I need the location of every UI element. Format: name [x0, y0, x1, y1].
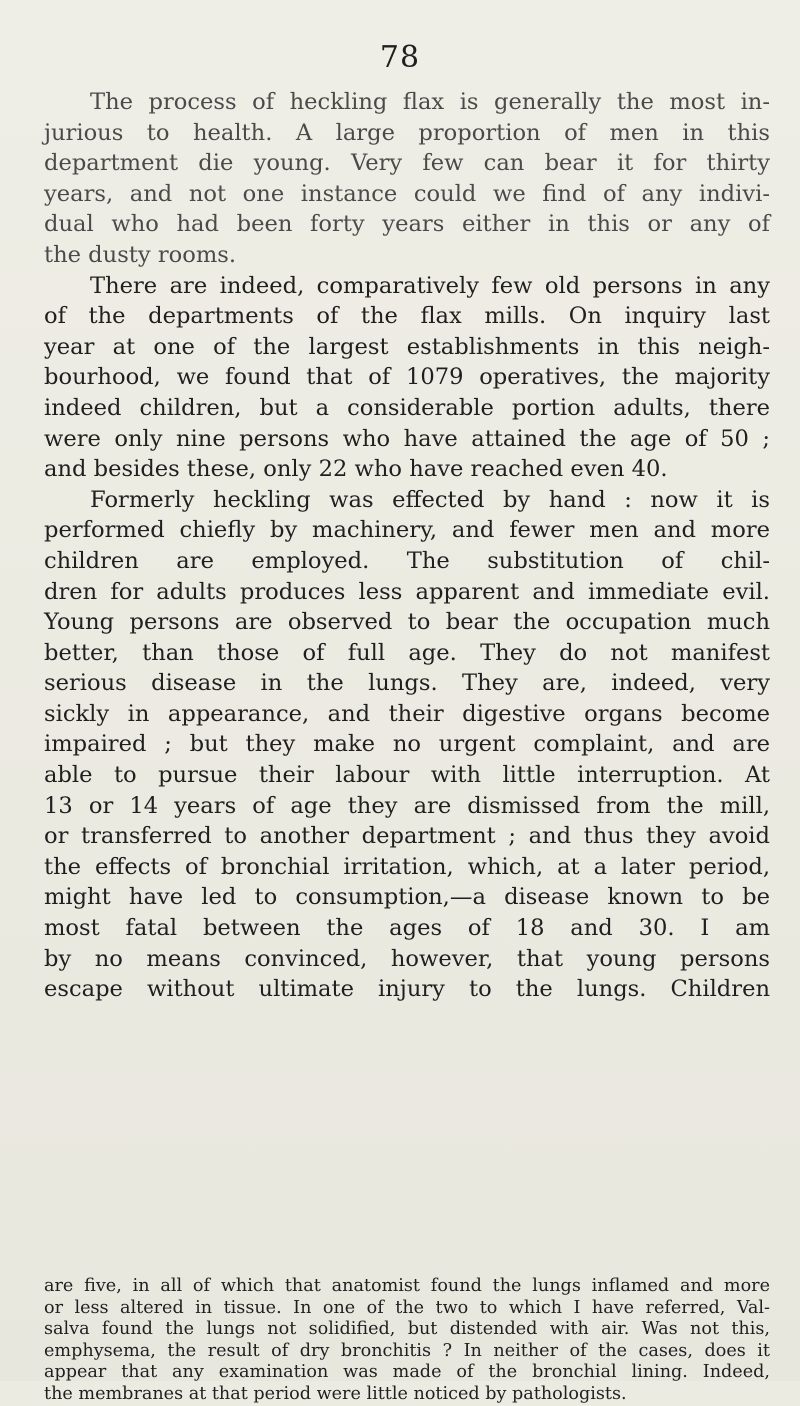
main-text: [44, 87, 770, 1005]
text-line: sickly in appearance, and their digestive organs become: [44, 700, 770, 727]
text-line: able to pursue their labour with little interruption. At: [44, 762, 770, 789]
text-line: indeed children, but a considerable portion adults, there: [44, 394, 770, 421]
text-line: jurious to health. A large proportion of men in this: [44, 119, 770, 146]
footnote-line: or less altered in tissue. In one of the two to which I have referred, Val-: [44, 1297, 770, 1318]
footnote-line: are five, in all of which that anatomist found the lungs inflamed and more: [44, 1276, 770, 1296]
page-number: 78: [379, 40, 421, 75]
text-line: dren for adults produces less apparent and immediate evil.: [44, 578, 770, 605]
text-line: might have led to consumption,—a disease known to be: [44, 884, 770, 911]
footnote-line: salva found the lungs not solidified, but distended with air. Was not this,: [44, 1319, 770, 1340]
text-line: most fatal between the ages of 18 and 30. I am: [44, 915, 770, 942]
text-line: or transferred to another department ; and thus they avoid: [44, 823, 770, 850]
text-line: department die young. Very few can bear it for thirty: [44, 150, 770, 177]
text-line: escape without ultimate injury to the lungs. Children: [44, 976, 770, 1003]
footnote-line: the membranes at that period were little noticed by pathologists.: [44, 1383, 627, 1404]
text-line: children are employed. The substitution of chil-: [44, 547, 770, 574]
text-line: The process of heckling flax is generally the most in-: [90, 89, 770, 115]
text-line: impaired ; but they make no urgent complaint, and are: [44, 731, 770, 758]
text-line: bourhood, we found that of 1079 operatives, the majority: [44, 364, 770, 391]
text-line: There are indeed, comparatively few old persons in any: [90, 272, 770, 299]
text-line: serious disease in the lungs. They are, indeed, very: [44, 670, 770, 697]
footnote-line: appear that any examination was made of the bronchial lining. Indeed,: [44, 1362, 770, 1383]
text-line: and besides these, only 22 who have reached even 40.: [44, 456, 668, 483]
text-line: the dusty rooms.: [44, 241, 237, 268]
text-line: year at one of the largest establishments in this neigh-: [44, 333, 770, 360]
text-line: Young persons are observed to bear the occupation much: [44, 609, 770, 636]
text-line: years, and not one instance could we find of any indivi-: [44, 180, 770, 207]
text-line: of the departments of the flax mills. On inquiry last: [44, 303, 770, 330]
paragraph-1: [44, 87, 770, 271]
text-line: 13 or 14 years of age they are dismissed from the mill,: [44, 792, 770, 819]
footnote-line: emphysema, the result of dry bronchitis ? In neither of the cases, does it: [44, 1340, 770, 1361]
paragraph-3: [44, 485, 770, 1005]
footnote: [44, 1276, 770, 1406]
text-line: the effects of bronchial irritation, which, at a later period,: [44, 853, 770, 880]
text-line: performed chiefly by machinery, and fewer men and more: [44, 517, 770, 544]
text-line: dual who had been forty years either in this or any of: [44, 211, 770, 238]
text-line: Formerly heckling was effected by hand : now it is: [90, 486, 770, 513]
text-line: by no means convinced, however, that young persons: [44, 945, 770, 972]
text-line: better, than those of full age. They do not manifest: [44, 639, 770, 666]
paragraph-2: [44, 271, 770, 485]
text-line: were only nine persons who have attained the age of 50 ;: [44, 425, 770, 452]
